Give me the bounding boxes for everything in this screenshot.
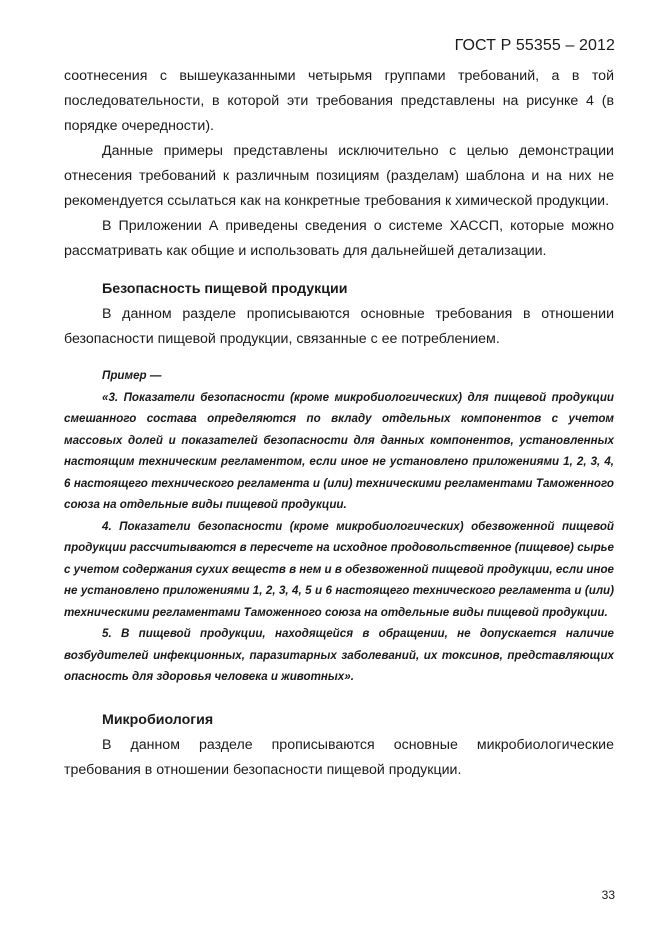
paragraph-appendix: В Приложении А приведены сведения о системе ХАССП, которые можно рассматривать как общие и использовать для дальнейшей детализации. (64, 218, 614, 259)
page-content (64, 64, 614, 783)
example-item-4: 4. Показатели безопасности (кроме микробиологических) обезвоженной пищевой продукции рассчитываются в пересчете на исходное продовольственное (пищевое) сырье с учетом содержания сухих веществ в нем и в обезвоженной пищевой продукции, если иное не установлено приложениями 1, 2, 3, 4, 5 и 6 настоящего технического регламента и (или) техническими регламентами Таможенного союза на отдельные виды пищевой продукции. (64, 519, 614, 619)
paragraph-continued: соотнесения с вышеуказанными четырьмя группами требований, а в той последовательности, в которой эти требования представлены на рисунке 4 (в порядке очередности). (64, 68, 614, 134)
example-item-5: 5. В пищевой продукции, находящейся в обращении, не допускается наличие возбудителей инфекционных, паразитарных заболеваний, их токсинов, представляющих опасность для здоровья человека и животных». (64, 627, 614, 683)
example-item-3: «3. Показатели безопасности (кроме микробиологических) для пищевой продукции смешанного состава определяются по вкладу отдельных компонентов с учетом массовых долей и показателей безопасности для данных компонентов, установленных настоящим техническим регламентом, если иное не установлено приложениями 1, 2, 3, 4, 6 настоящего технического регламента и (или) техническими регламентами Таможенного союза на отдельные виды пищевой продукции. (64, 390, 614, 511)
section-heading-microbiology: Микробиология (102, 711, 214, 728)
page-number: 33 (601, 888, 615, 902)
paragraph-examples-note: Данные примеры представлены исключительно с целью демонстрации отнесения требований к различным позициям (разделам) шаблона и на них не рекомендуется ссылаться как на конкретные требования к химической продукции. (64, 143, 614, 209)
paragraph-food-safety: В данном разделе прописываются основные требования в отношении безопасности пищевой продукции, связанные с ее потреблением. (64, 306, 614, 347)
example-label: Пример — (102, 369, 162, 382)
section-heading-food-safety: Безопасность пищевой продукции (102, 281, 348, 297)
paragraph-microbiology: В данном разделе прописываются основные микробиологические требования в отношении безопасности пищевой продукции. (64, 736, 614, 778)
document-code: ГОСТ Р 55355 – 2012 (454, 37, 615, 54)
